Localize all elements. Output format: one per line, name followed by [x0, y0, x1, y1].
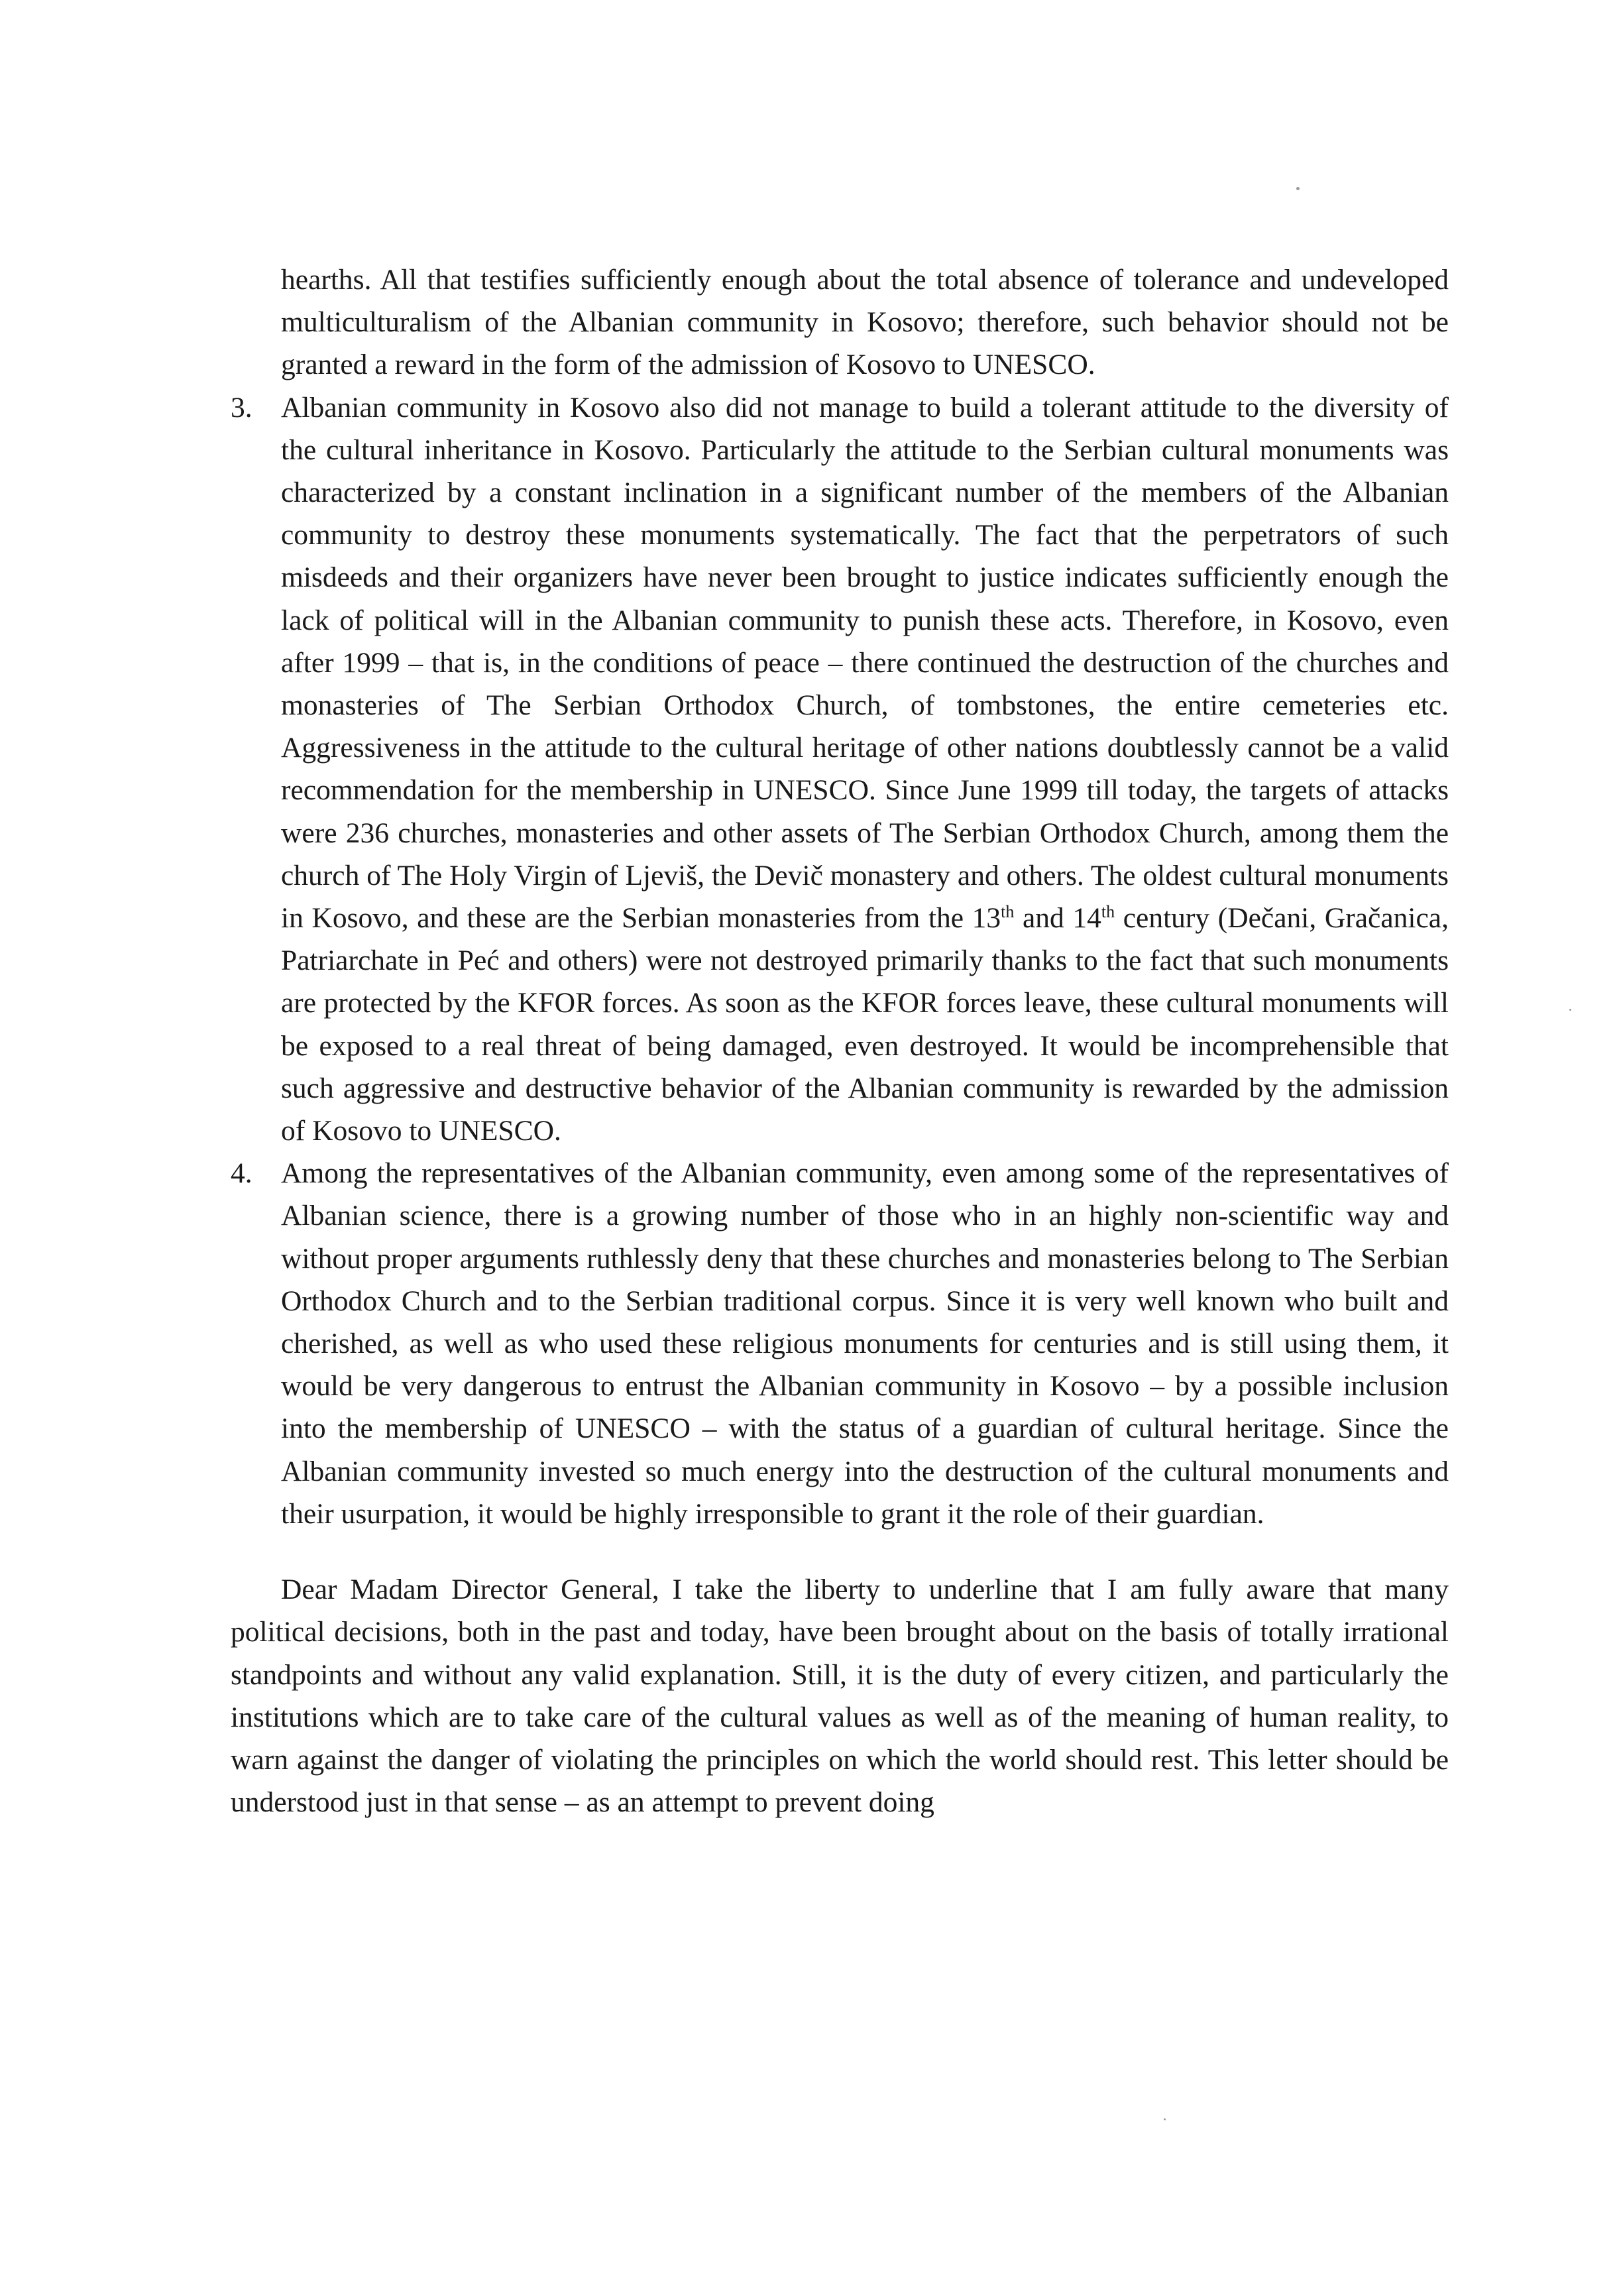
ordinal-superscript: th — [1001, 902, 1015, 922]
list-item-text: century (Dečani, Gračanica, Patriarchate in Peć and others) were not destroyed primarily thanks to the fact that such monuments are protected by the KFOR forces. As soon as the KFOR forces leave, these cultural monuments will be exposed to a real threat of being damaged, even destroyed. It would be incomprehensible that such aggressive and destructive behavior of the Albanian community is rewarded by the admission of Kosovo to UNESCO. — [281, 902, 1449, 1147]
continuation-paragraph: hearths. All that testifies sufficiently enough about the total absence of tolerance and undeveloped multiculturalism of the Albanian community in Kosovo; therefore, such behavior should not be granted a reward in the form of the admission of Kosovo to UNESCO. — [281, 264, 1449, 381]
list-item — [231, 386, 1449, 1153]
list-item — [231, 1152, 1449, 1535]
list-item-number: 4. — [231, 1157, 252, 1190]
numbered-list — [231, 386, 1449, 1535]
ordinal-superscript: th — [1101, 902, 1115, 922]
list-item-number: 3. — [231, 391, 252, 424]
scan-speck — [1296, 187, 1300, 190]
scan-speck — [1569, 1009, 1571, 1011]
list-item-text: and 14 — [1014, 902, 1101, 935]
scan-speck — [1164, 2118, 1166, 2120]
closing-paragraph-text: Dear Madam Director General, I take the liberty to underline that I am fully aware that many political decisions, both in the past and today, have been brought about on the basis of totally irrational standpoints and without any valid explanation. Still, it is the duty of every citizen, and particularly the institutions which are to take care of the cultural values as well as of the meaning of human reality, to warn against the danger of violating the principles on which the world should rest. This letter should be understood just in that sense – as an attempt to prevent doing — [231, 1574, 1449, 1819]
list-item-text: Albanian community in Kosovo also did not manage to build a tolerant attitude to the diversity of the cultural inheritance in Kosovo. Particularly the attitude to the Serbian cultural monuments was characterized by a constant inclination in a significant number of the members of the Albanian community to destroy these monuments systematically. The fact that the perpetrators of such misdeeds and their organizers have never been brought to justice indicates sufficiently enough the lack of political will in the Albanian community to punish these acts. Therefore, in Kosovo, even after 1999 – that is, in the conditions of peace – there continued the destruction of the churches and monasteries of The Serbian Orthodox Church, of tombstones, the entire cemeteries etc. Aggressiveness in the attitude to the cultural heritage of other nations doubtlessly cannot be a valid recommendation for the membership in UNESCO. Since June 1999 till today, the targets of attacks were 236 churches, monasteries and other assets of The Serbian Orthodox Church, among them the church of The Holy Virgin of Ljeviš, the Devič monastery and others. The oldest cultural monuments in Kosovo, and these are the Serbian monasteries from the 13 — [281, 391, 1449, 935]
letter-body — [231, 258, 1449, 1823]
list-item-text: Among the representatives of the Albanian community, even among some of the representatives of Albanian science, there is a growing number of those who in an highly non-scientific way and without proper arguments ruthlessly deny that these churches and monasteries belong to The Serbian Orthodox Church and to the Serbian traditional corpus. Since it is very well known who built and cherished, as well as who used these religious monuments for centuries and is still using them, it would be very dangerous to entrust the Albanian community in Kosovo – by a possible inclusion into the membership of UNESCO – with the status of a guardian of cultural heritage. Since the Albanian community invested so much energy into the destruction of the cultural monuments and their usurpation, it would be highly irresponsible to grant it the role of their guardian. — [281, 1157, 1449, 1530]
closing-paragraph — [231, 1568, 1449, 1823]
